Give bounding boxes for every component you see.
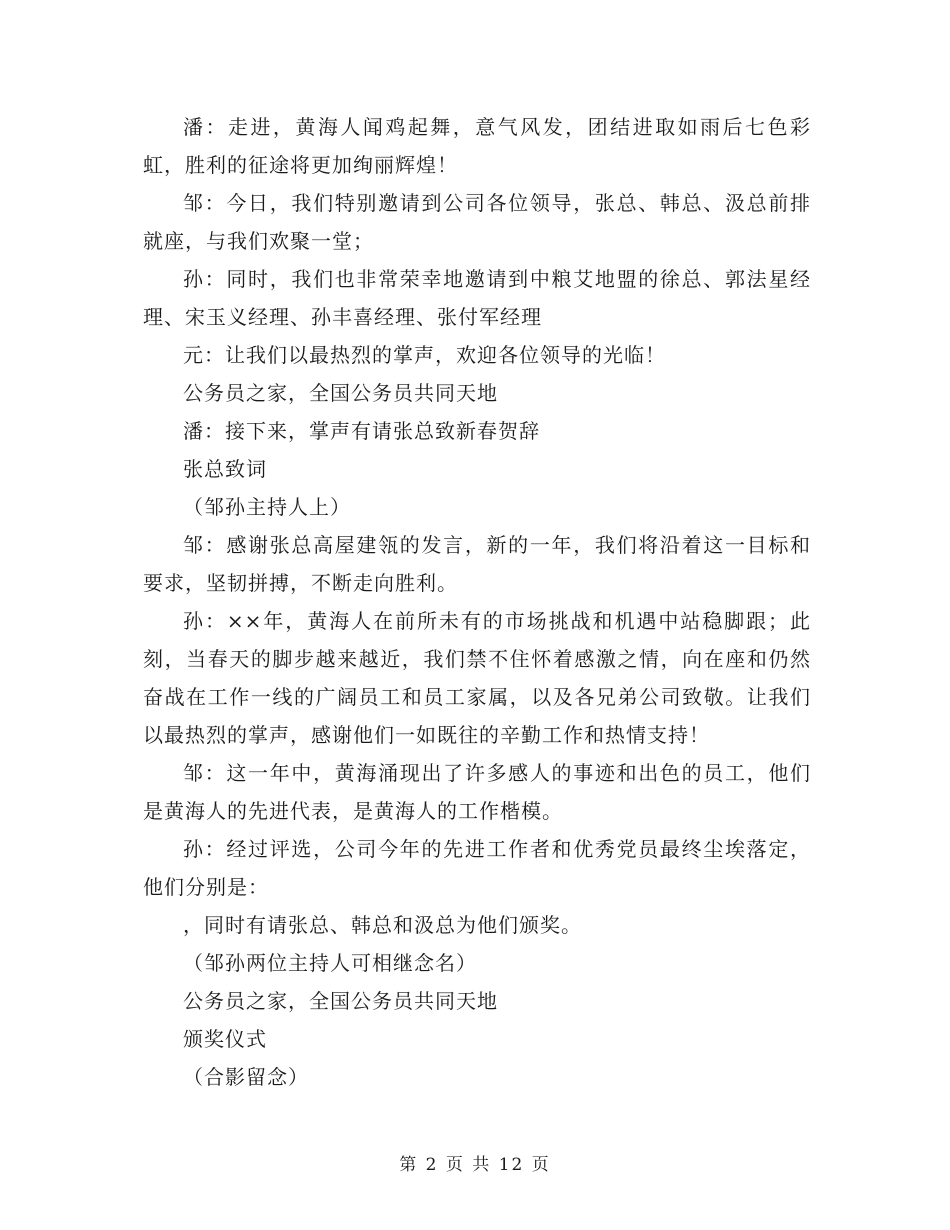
paragraph-14: （邹孙两位主持人可相继念名） bbox=[183, 951, 477, 975]
paragraph-3: 孙：同时，我们也非常荣幸地邀请到中粮艾地盟的徐总、郭法星经理、宋玉义经理、孙丰喜经理、张付军经理 bbox=[143, 267, 811, 329]
document-body bbox=[143, 108, 811, 1096]
paragraph-5: 公务员之家，全国公务员共同天地 bbox=[183, 381, 498, 405]
paragraph-10: 孙：××年，黄海人在前所未有的市场挑战和机遇中站稳脚跟；此刻，当春天的脚步越来越近，我们禁不住怀着感激之情，向在座和仍然奋战在工作一线的广阔员工和员工家属，以及各兄弟公司致敬。让我们以最热烈的掌声，感谢他们一如既往的辛勤工作和热情支持！ bbox=[143, 609, 811, 747]
paragraph-7: 张总致词 bbox=[183, 457, 267, 481]
paragraph-11: 邹：这一年中，黄海涌现出了许多感人的事迹和出色的员工，他们是黄海人的先进代表，是黄海人的工作楷模。 bbox=[143, 761, 811, 823]
paragraph-12: 孙：经过评选，公司今年的先进工作者和优秀党员最终尘埃落定，他们分别是： bbox=[143, 837, 811, 899]
paragraph-1: 潘：走进，黄海人闻鸡起舞，意气风发，团结进取如雨后七色彩虹，胜利的征途将更加绚丽辉煌！ bbox=[143, 115, 811, 177]
page-footer: 第 2 页 共 12 页 bbox=[399, 1155, 551, 1175]
paragraph-16: 颁奖仪式 bbox=[183, 1027, 267, 1051]
paragraph-15: 公务员之家，全国公务员共同天地 bbox=[183, 989, 498, 1013]
paragraph-17: （合影留念） bbox=[183, 1065, 309, 1089]
paragraph-8: （邹孙主持人上） bbox=[183, 495, 351, 519]
paragraph-13: ，同时有请张总、韩总和汲总为他们颁奖。 bbox=[183, 913, 582, 937]
paragraph-4: 元：让我们以最热烈的掌声，欢迎各位领导的光临！ bbox=[183, 343, 666, 367]
paragraph-9: 邹：感谢张总高屋建瓴的发言，新的一年，我们将沿着这一目标和要求，坚韧拼搏，不断走向胜利。 bbox=[143, 533, 811, 595]
paragraph-6: 潘：接下来，掌声有请张总致新春贺辞 bbox=[183, 419, 540, 443]
paragraph-2: 邹：今日，我们特别邀请到公司各位领导，张总、韩总、汲总前排就座，与我们欢聚一堂； bbox=[143, 191, 811, 253]
